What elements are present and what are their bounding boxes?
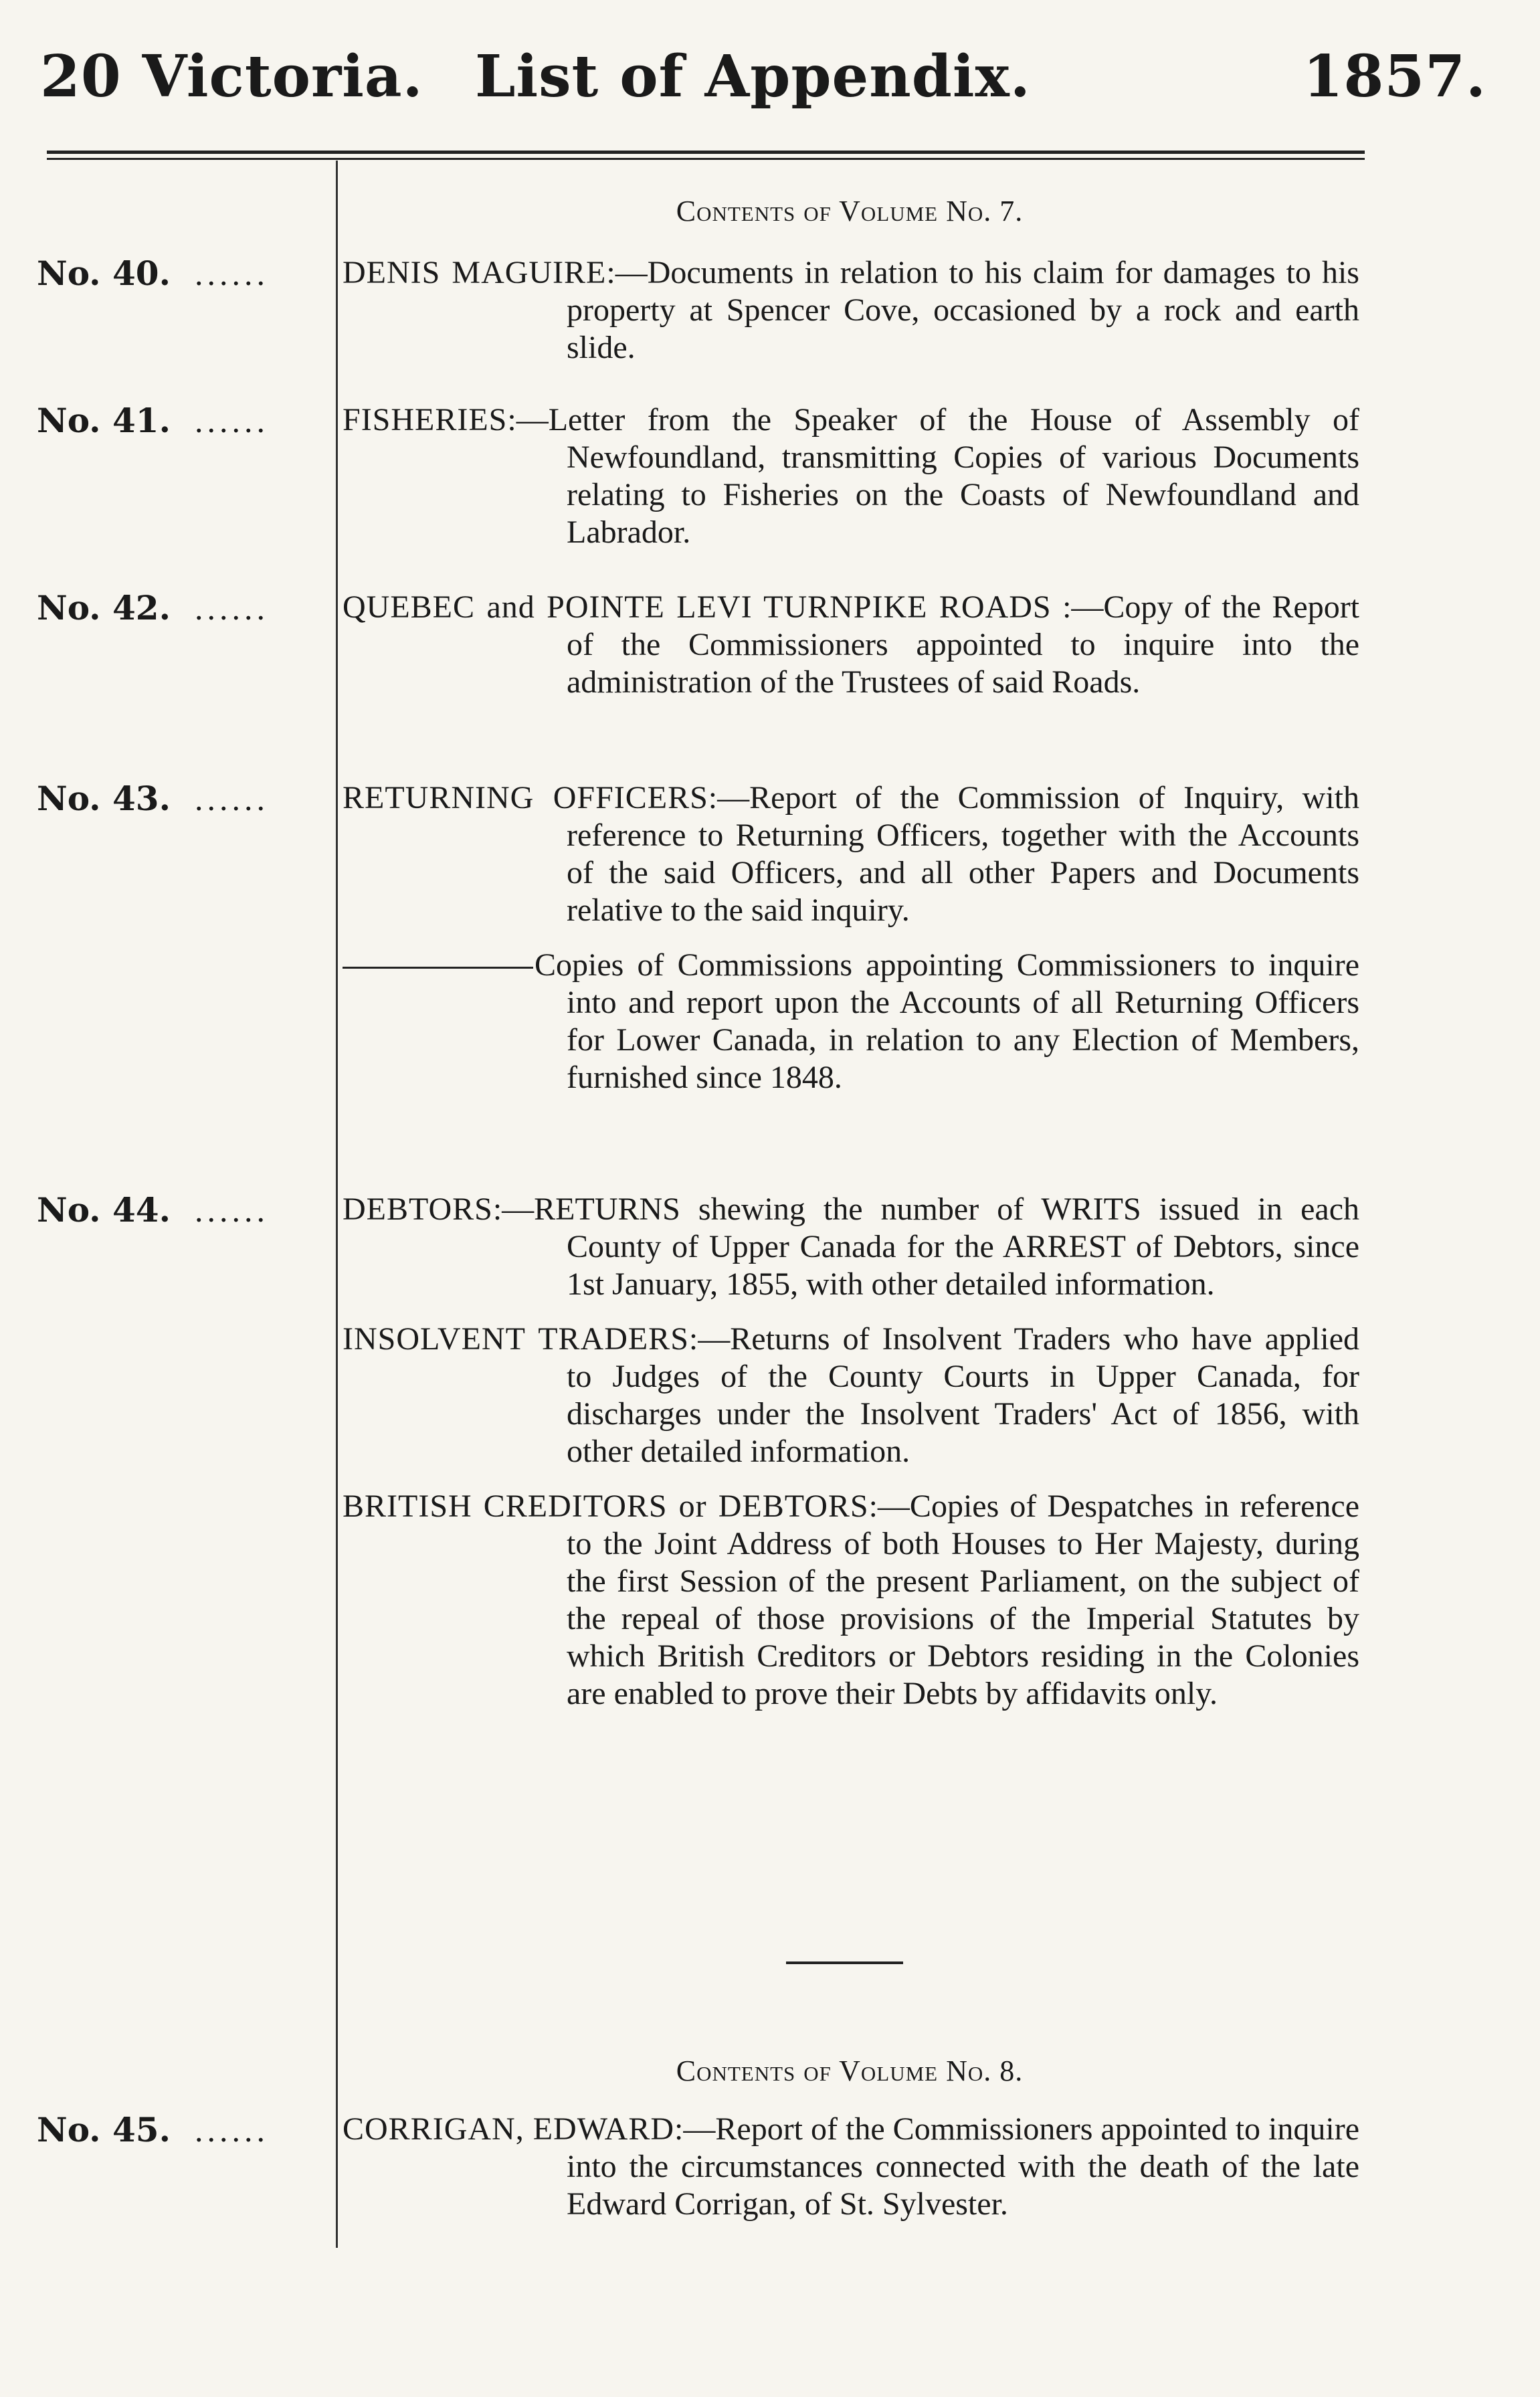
section-heading-volume-7: Contents of Volume No. 7. [676, 195, 1024, 227]
entry-description: :—Report of the Commissioners appointed to inquire into the circumstances connected with the death of the late Edward Corrigan, of St. Sylvester. [567, 2111, 1360, 2222]
header-rule-thick [47, 151, 1365, 154]
leader-dots: ...... [194, 2111, 269, 2149]
leader-dots: ...... [194, 589, 269, 627]
header-regnal-year: 20 Victoria. [40, 43, 423, 110]
leader-dots: ...... [194, 255, 269, 292]
entry-subject: DENIS MAGUIRE [343, 255, 607, 290]
header-rule-thin [47, 158, 1365, 160]
entry-paragraph [343, 254, 1359, 367]
entry-subject: RETURNING OFFICERS [343, 780, 708, 816]
entry-number: No. 42. ...... [37, 588, 269, 628]
entry-paragraph [343, 2111, 1359, 2223]
entry-paragraph [343, 1191, 1359, 1303]
entry-paragraph [343, 1321, 1359, 1470]
entry-description: :—Copies of Despatches in reference to the Joint Address of both Houses to Her Majesty, during the first Session of the present Parliament, on the subject of the repeal of those provisions of the Imperial Statutes by which British Creditors or Debtors residing in the Colonies are enabled to prove their Debts by affidavits only. [567, 1489, 1359, 1711]
entry-description: :—Documents in relation to his claim for damages to his property at Spencer Cove, occasioned by a rock and earth slide. [567, 255, 1359, 365]
entry-paragraph [343, 779, 1359, 929]
entry-body [343, 589, 1359, 718]
section-separator-rule [786, 1961, 903, 1964]
header-year: 1857. [1303, 43, 1486, 110]
header-title: List of Appendix. [475, 43, 1031, 110]
entry-paragraph [343, 401, 1359, 551]
entry-description: :—Report of the Commission of Inquiry, with reference to Returning Officers, together with the Accounts of the said Officers, and all other Papers and Documents relative to the said inquiry. [567, 780, 1359, 928]
entry-paragraph [343, 589, 1359, 701]
entry-subject: INSOLVENT TRADERS [343, 1321, 689, 1357]
entry-description: :—Letter from the Speaker of the House of Assembly of Newfoundland, transmitting Copies of various Documents relating to Fisheries on the Coasts of Newfoundland and Labrador. [507, 402, 1359, 550]
entry-subject: QUEBEC and POINTE LEVI TURNPIKE ROADS [343, 589, 1052, 625]
entry-body [343, 2111, 1359, 2240]
ditto-rule [343, 967, 533, 969]
entry-paragraph [343, 1488, 1359, 1713]
leader-dots: ...... [194, 780, 269, 818]
entry-description: :—RETURNS shewing the number of WRITS issued in each County of Upper Canada for the ARREST of Debtors, since 1st January, 1855, with other detailed information. [492, 1191, 1359, 1302]
entry-body [343, 401, 1359, 569]
entry-number: No. 40. ...... [37, 254, 269, 293]
entry-body [343, 779, 1359, 1114]
entry-number: No. 43. ...... [37, 779, 269, 818]
entry-description: :—Returns of Insolvent Traders who have applied to Judges of the County Courts in Upper Canada, for discharges under the Insolvent Traders' Act of 1856, with other detailed information. [567, 1321, 1360, 1469]
entry-body [343, 254, 1359, 384]
column-divider [336, 161, 338, 2248]
entry-number: No. 45. ...... [37, 2110, 269, 2149]
entry-description: :—Copy of the Report of the Commissioners appointed to inquire into the administration of the Trustees of said Roads. [567, 589, 1360, 700]
section-heading-volume-8: Contents of Volume No. 8. [676, 2054, 1024, 2087]
entry-subject: CORRIGAN, EDWARD [343, 2111, 675, 2147]
entry-number: No. 41. ...... [37, 401, 269, 440]
entry-subject: DEBTORS [343, 1191, 493, 1227]
entry-subject: BRITISH CREDITORS or DEBTORS [343, 1489, 869, 1524]
entry-number: No. 44. ...... [37, 1190, 269, 1230]
leader-dots: ...... [194, 402, 269, 440]
leader-dots: ...... [194, 1191, 269, 1229]
entry-paragraph-continued [343, 947, 1359, 1096]
entry-description: Copies of Commissions appointing Commissioners to inquire into and report upon the Accounts of all Returning Officers for Lower Canada, in relation to any Election of Members, furnished since 1848. [535, 947, 1359, 1095]
entry-body [343, 1191, 1359, 1730]
entry-subject: FISHERIES [343, 402, 508, 438]
running-header [40, 40, 1500, 114]
